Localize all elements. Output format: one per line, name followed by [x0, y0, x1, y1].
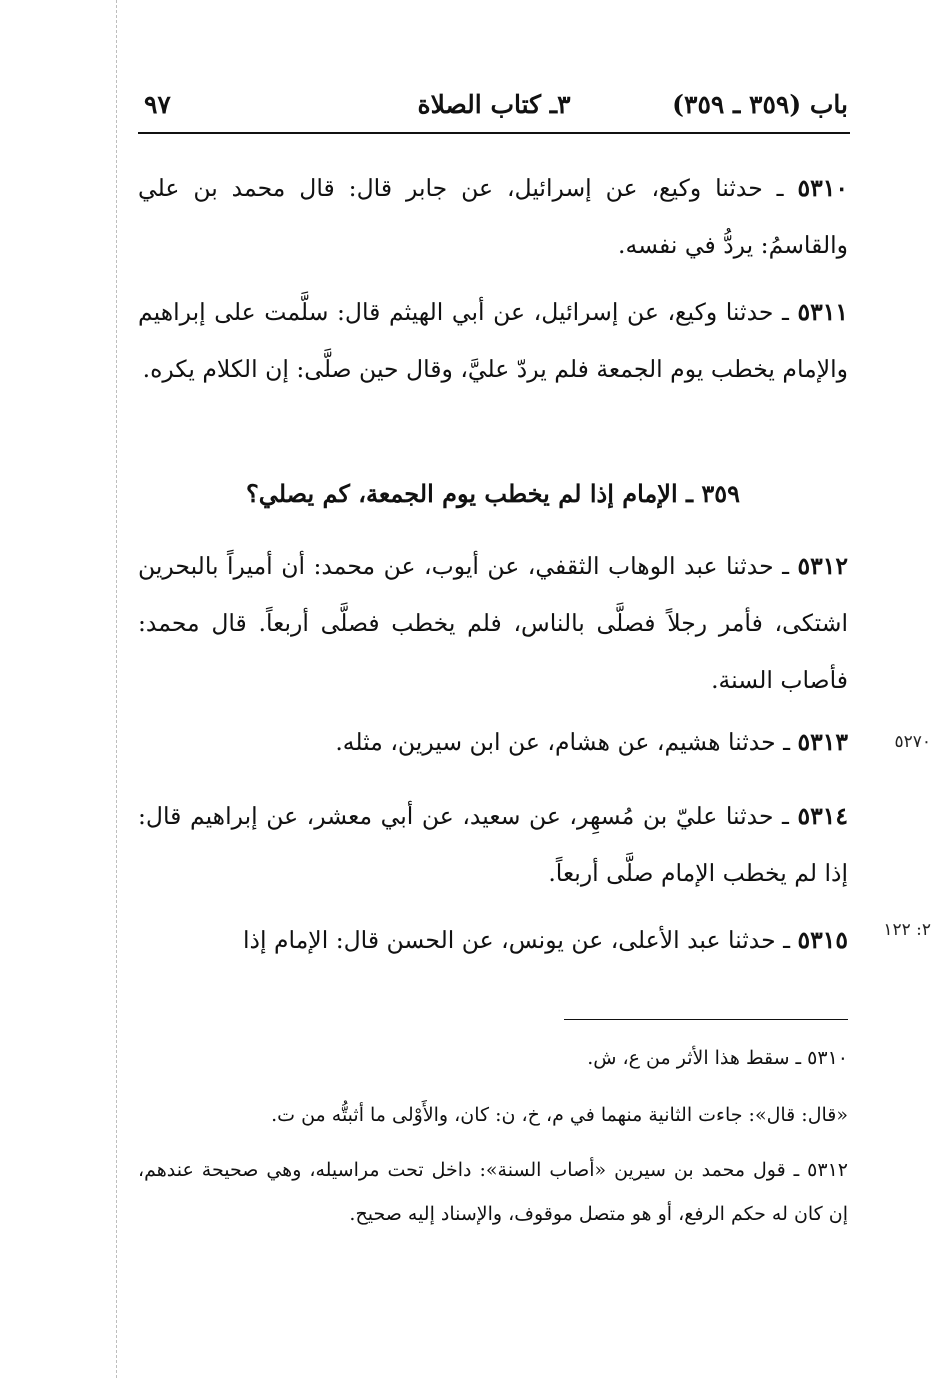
hadith-number: ٥٣١٥: [797, 926, 848, 954]
header-book-title: ٣ـ كتاب الصلاة: [417, 90, 571, 119]
header-rule: [138, 132, 850, 134]
footnote: ٥٣١٠ ـ سقط هذا الأثر من ع، ش.: [587, 1047, 848, 1069]
footnote: «قال: قال»: جاءت الثانية منهما في م، خ، ن: كان، والأَوْلى ما أثبتُّه من ت.: [271, 1104, 848, 1126]
margin-reference: ٥٢٧٠: [894, 732, 931, 752]
footnote: ٥٣١٢ ـ قول محمد بن سيرين «أصاب السنة»: داخل تحت مراسيله، وهي صحيحة عندهم، إن كان له حكم الرفع، أو هو متصل موقوف، والإسناد إليه صحيح.: [138, 1159, 848, 1225]
chapter-heading: ٣٥٩ ـ الإمام إذا لم يخطب يوم الجمعة، كم يصلي؟: [245, 479, 741, 508]
page-number: ٩٧: [144, 90, 171, 119]
hadith-text: ـ حدثنا عبد الوهاب الثقفي، عن أيوب، عن محمد: أن أميراً بالبحرين اشتكى، فأمر رجلاً فصلَّى بالناس، فلم يخطب فصلَّى أربعاً. قال محمد: فأصاب السنة.: [138, 552, 848, 694]
hadith-5315: [138, 912, 848, 969]
hadith-text: ـ حدثنا عبد الأعلى، عن يونس، عن الحسن قال: الإمام إذا: [243, 926, 798, 954]
hadith-text: ـ حدثنا عليّ بن مُسهِر، عن سعيد، عن أبي معشر، عن إبراهيم قال: إذا لم يخطب الإمام صلَّى أربعاً.: [138, 802, 848, 887]
running-header: [138, 86, 850, 132]
hadith-text: ـ حدثنا وكيع، عن إسرائيل، عن جابر قال: قال محمد بن علي والقاسمُ: يردُّ في نفسه.: [138, 174, 848, 259]
hadith-5313: [138, 714, 848, 771]
hadith-number: ٥٣١٤: [797, 802, 848, 830]
hadith-5312: [138, 538, 848, 709]
hadith-number: ٥٣١٠: [797, 174, 848, 202]
footnote-rule: [564, 1019, 848, 1020]
hadith-5314: [138, 788, 848, 902]
hadith-5310: [138, 160, 848, 274]
header-chapter-range: باب (٣٥٩ ـ ٣٥٩): [672, 90, 848, 119]
margin-reference: ٢: ١٢٢: [883, 920, 931, 940]
hadith-number: ٥٣١٢: [797, 552, 848, 580]
hadith-number: ٥٣١١: [797, 298, 848, 326]
binding-margin-line: [116, 0, 117, 1378]
hadith-text: ـ حدثنا وكيع، عن إسرائيل، عن أبي الهيثم قال: سلَّمت على إبراهيم والإمام يخطب يوم الجمعة فلم يردّ عليَّ، وقال حين صلَّى: إن الكلام يكره.: [138, 298, 848, 383]
hadith-5311: [138, 284, 848, 398]
hadith-text: ـ حدثنا هشيم، عن هشام، عن ابن سيرين، مثله.: [335, 728, 798, 756]
hadith-number: ٥٣١٣: [797, 728, 848, 756]
